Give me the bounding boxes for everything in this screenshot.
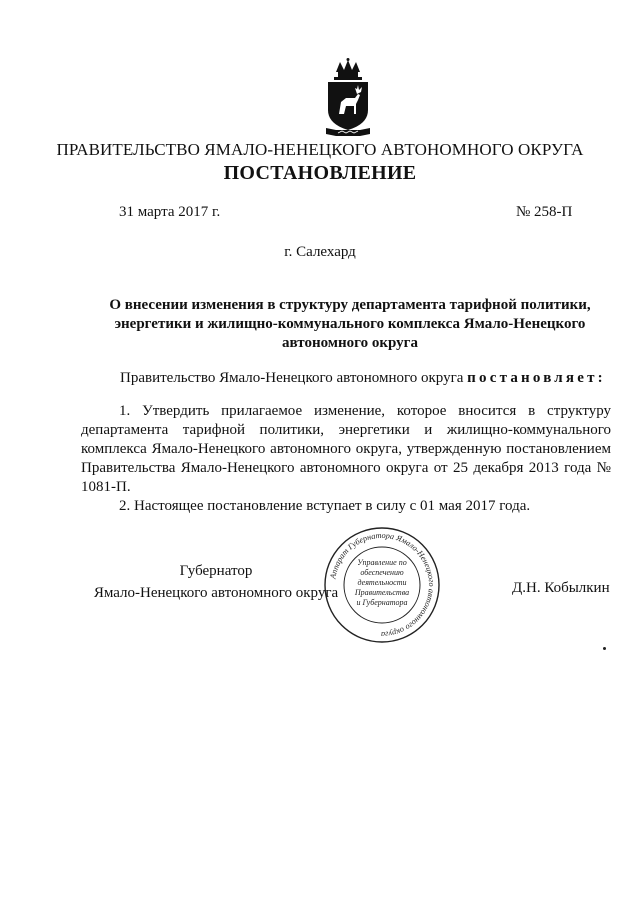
document-body: [81, 402, 611, 516]
stamp-center-line: и Губернатора: [356, 598, 408, 607]
decree-word: постановляет:: [467, 370, 606, 386]
stamp-center-line: Правительства: [354, 588, 410, 597]
speck: [603, 647, 606, 650]
document-number: № 258-П: [516, 204, 573, 220]
preamble: [120, 370, 606, 387]
subject-line: О внесении изменения в структуру департамента тарифной политики,: [109, 297, 591, 313]
stamp-center-line: Управление по: [357, 558, 407, 567]
document-type-title: ПОСТАНОВЛЕНИЕ: [223, 162, 417, 184]
coat-of-arms-icon: [322, 58, 374, 140]
signatory-position: Губернатор: [179, 563, 253, 579]
organization-title: ПРАВИТЕЛЬСТВО ЯМАЛО-НЕНЕЦКОГО АВТОНОМНОГО ОКРУГА: [56, 140, 584, 159]
subject-line: автономного округа: [282, 335, 418, 351]
stamp-center-line: обеспечению: [360, 568, 404, 577]
stamp-ring-text: Аппарат Губернатора Ямало-Ненецкого автономного округа: [328, 530, 437, 640]
preamble-text: Правительство Ямало-Ненецкого автономного округа: [120, 370, 464, 386]
document-subject: [80, 296, 620, 353]
signatory-title: [81, 560, 351, 604]
stamp-center-line: деятельности: [357, 578, 407, 587]
paragraph-1: 1. Утвердить прилагаемое изменение, которое вносится в структуру департамента тарифной политики, энергетики и жилищно-коммунального комплекса Ямало-Ненецкого автономного округа, утвержденную постановлением Правительства Ямало-Ненецкого автономного округа от 25 декабря 2013 года № 1081-П.: [81, 403, 611, 495]
document-date: 31 марта 2017 г.: [119, 204, 221, 220]
signatory-name: Д.Н. Кобылкин: [512, 580, 610, 596]
subject-line: энергетики и жилищно-коммунального комплекса Ямало-Ненецкого: [114, 316, 586, 332]
signatory-region: Ямало-Ненецкого автономного округа: [93, 585, 339, 601]
document-city: г. Салехард: [284, 244, 356, 260]
paragraph-2: 2. Настоящее постановление вступает в силу с 01 мая 2017 года.: [119, 498, 531, 514]
official-stamp: [322, 525, 442, 645]
